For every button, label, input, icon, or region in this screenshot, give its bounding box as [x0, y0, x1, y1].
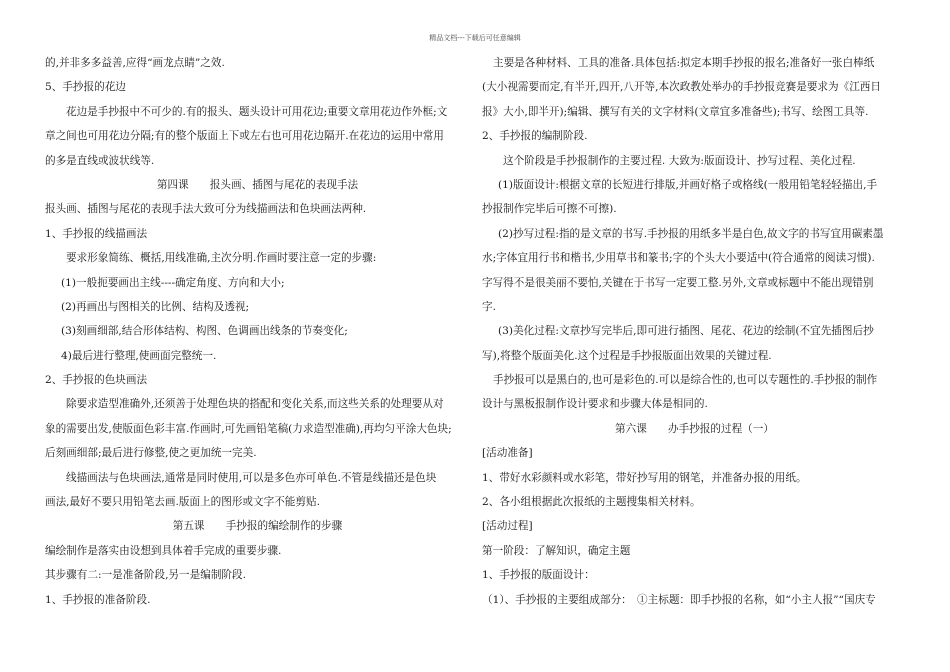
- text-line: 除要求造型准确外,还须善于处理色块的搭配和变化关系,而这些关系的处理要从对: [66, 398, 444, 411]
- text-line: 写),将整个版面美化.这个过程是手抄报版面出效果的关键过程.: [482, 349, 772, 362]
- text-line: 报》大小,即半开);编辑、撰写有关的文字材料(文章宜多准备些);书写、绘图工具等.: [482, 105, 869, 118]
- right-column: [482, 51, 907, 612]
- text-line: 设计与黑板报制作设计要求和步骤大体是相同的.: [482, 398, 708, 411]
- text-line: 的,并非多多益善,应得“画龙点睛”之效.: [45, 57, 225, 69]
- text-line: 象的需要出发,使版面色彩丰富.作画时,可先画铅笔稿(力求造型准确),再均匀平涂大色块;: [45, 422, 452, 435]
- section-heading: 第四课 报头画、插图与尾花的表现手法: [156, 178, 359, 191]
- text-line: 后刻画细部;最后进行修整,使之更加统一完美.: [45, 447, 257, 460]
- text-line: 手抄报可以是黑白的,也可是彩色的.可以是综合性的,也可以专题性的.手抄报的制作: [493, 374, 878, 387]
- text-line: 2、手抄报的编制阶段.: [482, 130, 588, 143]
- text-line: 要求形象简练、概括,用线准确,主次分明.作画时要注意一定的步骤:: [66, 252, 377, 265]
- text-line: [活动准备]: [482, 447, 533, 460]
- page-header: 精品文档---下载后可任意编辑: [429, 34, 521, 42]
- text-line: (大小视需要而定,有半开,四开,八开等,本次政教处举办的手抄报竞赛是要求为《江西日: [482, 81, 881, 94]
- text-line: 编绘制作是落实由设想到具体着手完成的重要步骤.: [45, 544, 282, 557]
- text-line: 2、手抄报的色块画法: [45, 374, 148, 387]
- text-line: (2)抄写过程:指的是文章的书写.手抄报的用纸多半是白色,故文字的书写宜用碳素墨: [498, 227, 884, 240]
- section-heading: 第五课 手抄报的编绘制作的步骤: [172, 520, 343, 533]
- text-line: 主要是各种材料、工具的准备.具体包括:拟定本期手抄报的报名;准备好一张白棒纸: [493, 57, 875, 69]
- text-line: (2)再画出与图相关的比例、结构及透视;: [61, 300, 250, 313]
- text-line: 这个阶段是手抄报制作的主要过程. 大致为:版面设计、抄写过程、美化过程.: [503, 154, 856, 167]
- text-line: [活动过程]: [482, 520, 533, 533]
- text-line: (3)刻画细部,结合形体结构、构图、色调画出线条的节奏变化;: [61, 325, 348, 338]
- text-line: 报头画、插图与尾花的表现手法大致可分为线描画法和色块画法两种.: [45, 203, 367, 216]
- text-line: 1、手抄报的线描画法: [45, 227, 148, 240]
- text-line: 5、手抄报的花边: [45, 81, 126, 94]
- text-line: 4)最后进行整理,使画面完整统一.: [61, 349, 217, 362]
- text-line: 花边是手抄报中不可少的.有的报头、题头设计可用花边;重要文章用花边作外框;文: [66, 105, 448, 118]
- left-column: [45, 51, 470, 612]
- text-line: 第一阶段：了解知识，确定主题: [482, 544, 631, 557]
- text-line: 抄报制作完毕后可擦不可擦).: [482, 203, 617, 216]
- text-line: 字写得不是很美丽不要怕,关键在于书写一定要工整.另外,文章或标题中不能出现错别: [482, 276, 874, 289]
- text-line: (3)美化过程:文章抄写完毕后,即可进行插图、尾花、花边的绘制(不宜先插图后抄: [498, 325, 874, 338]
- text-line: (1)一般扼要画出主线----确定角度、方向和大小;: [61, 276, 285, 289]
- text-line: 字.: [482, 300, 496, 313]
- text-line: （1）、手抄报的主要组成部分： ①主标题：即手抄报的名称，如“小主人报”“国庆专: [482, 593, 876, 606]
- text-line: 画法,最好不要只用铅笔去画.版面上的图形或文字不能剪贴.: [45, 496, 320, 509]
- text-line: 其步骤有二:一是准备阶段,另一是编制阶段.: [45, 569, 246, 582]
- text-line: 线描画法与色块画法,通常是同时使用,可以是多色亦可单色.不管是线描还是色块: [66, 471, 437, 484]
- text-line: 2、各小组根据此次报纸的主题搜集相关材料。: [482, 496, 701, 509]
- text-line: 1、带好水彩颜料或水彩笔，带好抄写用的钢笔，并准备办报的用纸。: [482, 471, 807, 484]
- text-line: 的多是直线或波状线等.: [45, 154, 155, 167]
- text-line: 1、手抄报的版面设计：: [482, 569, 595, 582]
- text-line: 1、手抄报的准备阶段.: [45, 593, 151, 606]
- section-heading: 第六课 办手抄报的过程（一）: [615, 422, 774, 435]
- text-line: 章之间也可用花边分隔;有的整个版面上下或左右也可用花边隔开.在花边的运用中常用: [45, 130, 444, 143]
- text-line: 水;字体宜用行书和楷书,少用草书和篆书;字的个头大小要适中(符合通常的阅读习惯).: [482, 252, 875, 265]
- text-line: (1)版面设计:根据文章的长短进行排版,并画好格子或格线(一般用铅笔轻轻描出,手: [498, 178, 878, 191]
